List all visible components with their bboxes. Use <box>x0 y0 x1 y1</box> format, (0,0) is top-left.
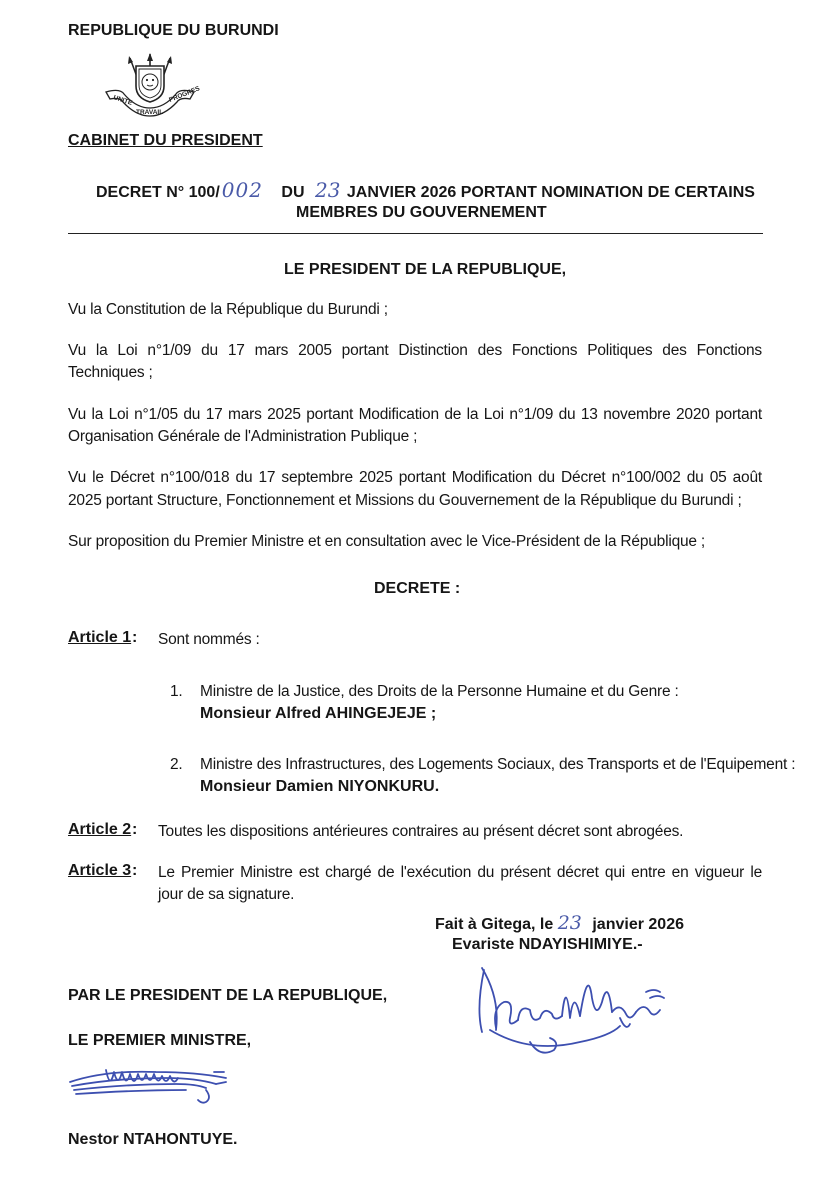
place-and-date <box>435 912 684 934</box>
vu-loi-2025-line1: Vu la Loi n°1/05 du 17 mars 2025 portant Modification de la Loi n°1/09 du 13 novembre 2020 portant <box>68 406 762 423</box>
article-1-colon: : <box>132 629 138 646</box>
article-2-label: Article 2 <box>68 821 132 838</box>
decree-du: DU <box>281 184 305 201</box>
vu-constitution: Vu la Constitution de la République du Burundi ; <box>68 301 388 318</box>
title-divider <box>68 233 763 234</box>
vu-loi-2005-line1: Vu la Loi n°1/09 du 17 mars 2005 portant Distinction des Fonctions Politiques des Fonctions <box>68 342 762 359</box>
prime-minister-name: Nestor NTAHONTUYE. <box>68 1131 238 1148</box>
article-2-text: Toutes les dispositions antérieures contraires au présent décret sont abrogées. <box>158 823 684 840</box>
prime-minister-signature <box>66 1060 236 1110</box>
decree-title-rest: JANVIER 2026 PORTANT NOMINATION DE CERTAINS <box>346 184 755 201</box>
nomination-1-name: Monsieur Alfred AHINGEJEJE ; <box>200 705 437 722</box>
decree-number-handwritten: 002 <box>221 178 263 202</box>
president-name: Evariste NDAYISHIMIYE.- <box>452 936 643 953</box>
nomination-2-post: Ministre des Infrastructures, des Logements Sociaux, des Transports et de l'Equipement : <box>200 756 796 773</box>
decree-title-line2: MEMBRES DU GOUVERNEMENT <box>296 204 547 221</box>
decree-number-prefix: DECRET N° 100/ <box>96 184 220 201</box>
article-2-colon: : <box>132 821 138 838</box>
coat-of-arms-emblem <box>100 52 200 128</box>
article-3-text-line2: jour de sa signature. <box>158 886 295 903</box>
article-3-text-line1: Le Premier Ministre est chargé de l'exécution du présent décret qui entre en vigueur le <box>158 864 762 881</box>
nomination-1-number: 1. <box>170 683 183 700</box>
sur-proposition: Sur proposition du Premier Ministre et en consultation avec le Vice-Président de la République ; <box>68 533 706 550</box>
president-signature-drawing <box>470 958 690 1068</box>
svg-text:TRAVAIL: TRAVAIL <box>136 109 164 116</box>
by-president-line: PAR LE PRESIDENT DE LA REPUBLIQUE, <box>68 987 388 1004</box>
vu-loi-2005-line2: Techniques ; <box>68 364 153 381</box>
vu-decret-line1: Vu le Décret n°100/018 du 17 septembre 2025 portant Modification du Décret n°100/002 du 05 août <box>68 469 762 486</box>
article-3-colon: : <box>132 862 138 879</box>
prime-minister-title: LE PREMIER MINISTRE, <box>68 1032 252 1049</box>
nomination-1-post: Ministre de la Justice, des Droits de la Personne Humaine et du Genre : <box>200 683 679 700</box>
vu-loi-2025-line2: Organisation Générale de l'Administration Publique ; <box>68 428 418 445</box>
emblem-drawing <box>100 52 200 128</box>
decree-title-line1 <box>96 178 755 202</box>
article-1-label: Article 1 <box>68 629 132 646</box>
nomination-2-name: Monsieur Damien NIYONKURU. <box>200 778 440 795</box>
svg-text:UNITE: UNITE <box>112 94 134 107</box>
nomination-2-number: 2. <box>170 756 183 773</box>
country-name: REPUBLIQUE DU BURUNDI <box>68 22 279 39</box>
article-3-label: Article 3 <box>68 862 132 879</box>
place-day-handwritten: 23 <box>557 912 582 934</box>
prime-minister-signature-drawing <box>66 1060 236 1110</box>
article-1-text: Sont nommés : <box>158 631 260 648</box>
decree-day-handwritten: 23 <box>314 178 341 202</box>
place-suffix: janvier 2026 <box>592 916 684 933</box>
svg-text:PROGRES: PROGRES <box>168 85 201 104</box>
president-heading: LE PRESIDENT DE LA REPUBLIQUE, <box>284 261 567 278</box>
cabinet-heading: CABINET DU PRESIDENT <box>68 132 263 149</box>
place-prefix: Fait à Gitega, le <box>435 916 554 933</box>
decrete-heading: DECRETE : <box>374 580 461 597</box>
president-signature <box>470 958 690 1068</box>
vu-decret-line2: 2025 portant Structure, Fonctionnement et Missions du Gouvernement de la République du Burundi ; <box>68 492 742 509</box>
